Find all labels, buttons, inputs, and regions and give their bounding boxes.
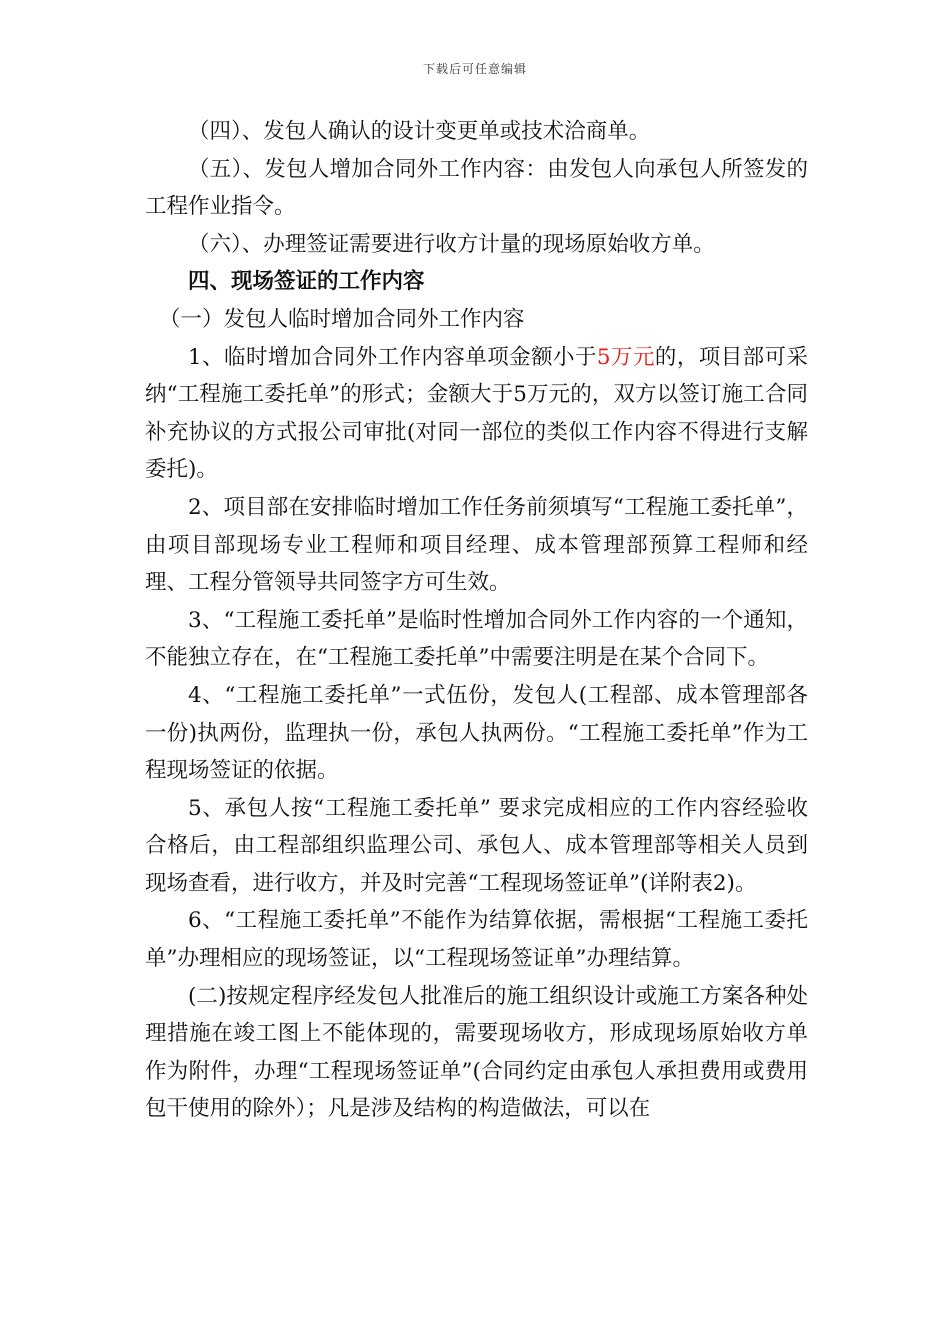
page-header: 下载后可任意编辑 bbox=[422, 62, 527, 76]
subsection-paragraph-2: (二)按规定程序经发包人批准后的施工组织设计或施工方案各种处理措施在竣工图上不能体现的，需要现场收方，形成现场原始收方单作为附件，办理“工程现场签证单”(合同约定由承包人承担费用或费用包干使用的除外）；凡是涉及结构的构造做法，可以在 bbox=[145, 983, 808, 1122]
paragraph-item-5: （五）、发包人增加合同外工作内容：由发包人向承包人所签发的工程作业指令。 bbox=[145, 156, 808, 220]
clause-1-after: 的，项目部可采纳“工程施工委托单”的形式；金额大于5万元的，双方以签订施工合同补充协议的方式报公司审批(对同一部位的类似工作内容不得进行支解委托)。 bbox=[145, 344, 808, 483]
paragraph-item-6: （六）、办理签证需要进行收方计量的现场原始收方单。 bbox=[188, 231, 715, 257]
clause-1-before: 1、临时增加合同外工作内容单项金额小于 bbox=[188, 344, 597, 370]
paragraph-clause-4: 4、“工程施工委托单”一式伍份，发包人(工程部、成本管理部各一份)执两份，监理执一份，承包人执两份。“工程施工委托单”作为工程现场签证的依据。 bbox=[145, 682, 808, 784]
paragraph-clause-1 bbox=[145, 339, 808, 489]
subsection-heading-1: （一）发包人临时增加合同外工作内容 bbox=[159, 306, 525, 332]
section-heading: 四、现场签证的工作内容 bbox=[188, 269, 425, 295]
highlighted-amount: 5万元 bbox=[596, 344, 655, 370]
paragraph-clause-3: 3、“工程施工委托单”是临时性增加合同外工作内容的一个通知，不能独立存在，在“工程施工委托单”中需要注明是在某个合同下。 bbox=[145, 607, 808, 671]
paragraph-item-4: （四）、发包人确认的设计变更单或技术洽商单。 bbox=[188, 119, 651, 144]
document-body bbox=[145, 113, 808, 1128]
paragraph-clause-2: 2、项目部在安排临时增加工作任务前须填写“工程施工委托单”，由项目部现场专业工程师和项目经理、成本管理部预算工程师和经理、工程分管领导共同签字方可生效。 bbox=[145, 494, 808, 596]
paragraph-clause-5: 5、承包人按“工程施工委托单” 要求完成相应的工作内容经验收合格后，由工程部组织监理公司、承包人、成本管理部等相关人员到现场查看，进行收方，并及时完善“工程现场签证单”(详附表2)。 bbox=[145, 795, 808, 896]
paragraph-clause-6: 6、“工程施工委托单”不能作为结算依据，需根据“工程施工委托单”办理相应的现场签证，以“工程现场签证单”办理结算。 bbox=[145, 908, 808, 972]
